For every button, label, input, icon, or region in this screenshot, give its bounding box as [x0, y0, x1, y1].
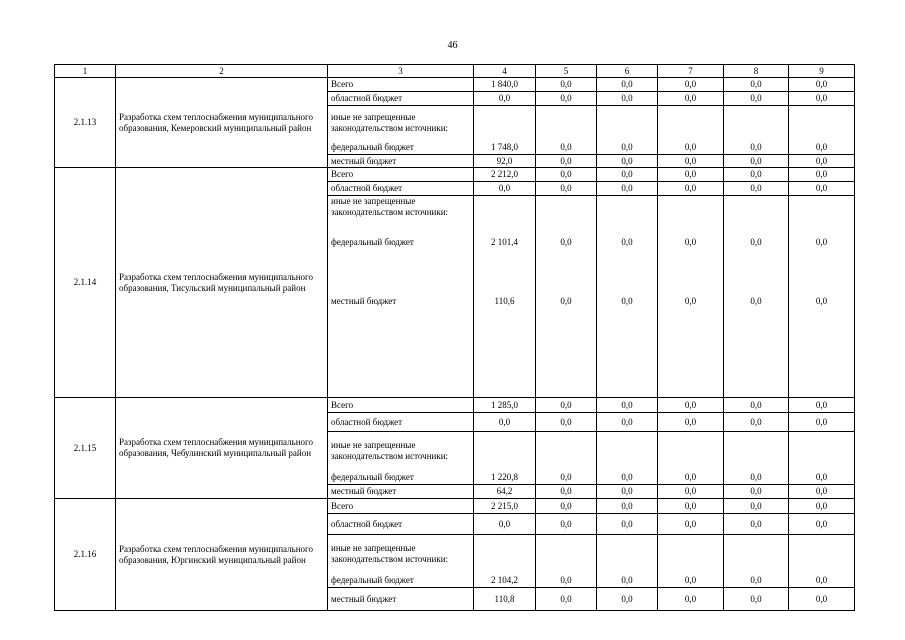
value-cell: 0,0: [597, 168, 658, 182]
value-cell: 0,0: [536, 168, 597, 182]
value-cell: 0,0: [789, 499, 855, 514]
value-cell: 0,0: [724, 485, 789, 499]
table-row: [55, 168, 855, 182]
source-label: местный бюджет: [328, 248, 474, 398]
value-cell: 1 748,0: [474, 140, 536, 155]
value-cell: 0,0: [597, 140, 658, 155]
value-cell: 0,0: [658, 236, 724, 248]
value-cell: 0,0: [724, 514, 789, 535]
value-cell: 0,0: [658, 514, 724, 535]
value-cell: 0,0: [536, 499, 597, 514]
value-cell: 0,0: [536, 398, 597, 413]
value-cell: 0,0: [724, 499, 789, 514]
source-label: Всего: [328, 78, 474, 92]
measure-code: 2.1.13: [55, 78, 116, 168]
value-cell: 1 285,0: [474, 398, 536, 413]
value-cell: 0,0: [536, 140, 597, 155]
source-label: иные не запрещенные законодательством источники:: [328, 535, 474, 574]
value-cell: 0,0: [724, 413, 789, 432]
source-label: иные не запрещенные законодательством источники:: [328, 432, 474, 471]
header-cell: 1: [55, 65, 116, 78]
source-label: федеральный бюджет: [328, 236, 474, 248]
source-label: федеральный бюджет: [328, 573, 474, 588]
value-cell: 0,0: [597, 470, 658, 485]
value-cell: 0,0: [789, 588, 855, 611]
value-cell: 0,0: [789, 413, 855, 432]
value-cell: 0,0: [789, 168, 855, 182]
source-label: областной бюджет: [328, 413, 474, 432]
header-cell: 4: [474, 65, 536, 78]
value-cell: 0,0: [536, 514, 597, 535]
budget-table: [54, 64, 855, 611]
value-cell: 0,0: [597, 413, 658, 432]
value-cell: 0,0: [536, 470, 597, 485]
value-cell: 0,0: [724, 92, 789, 106]
value-cell: 0,0: [536, 182, 597, 196]
value-cell: 0,0: [789, 485, 855, 499]
value-cell: 110,6: [474, 248, 536, 398]
value-cell: 0,0: [474, 413, 536, 432]
measure-group: [55, 168, 855, 398]
value-cell: 0,0: [789, 236, 855, 248]
source-label: местный бюджет: [328, 485, 474, 499]
value-cell: 0,0: [597, 78, 658, 92]
value-cell: 0,0: [789, 573, 855, 588]
value-cell: 0,0: [597, 248, 658, 398]
measure-group: [55, 499, 855, 611]
value-cell: 0,0: [658, 470, 724, 485]
value-cell: 0,0: [597, 588, 658, 611]
value-cell: 0,0: [724, 78, 789, 92]
value-cell: 0,0: [789, 78, 855, 92]
value-cell: 0,0: [658, 168, 724, 182]
value-cell: 0,0: [789, 92, 855, 106]
value-cell: 2 212,0: [474, 168, 536, 182]
value-cell: 2 215,0: [474, 499, 536, 514]
value-cell: 0,0: [724, 140, 789, 155]
value-cell: 0,0: [724, 155, 789, 168]
source-label: иные не запрещенные законодательством источники:: [328, 196, 474, 237]
value-cell: 0,0: [658, 588, 724, 611]
source-label: Всего: [328, 168, 474, 182]
value-cell: 0,0: [724, 470, 789, 485]
value-cell: 0,0: [536, 248, 597, 398]
header-cell: 5: [536, 65, 597, 78]
value-cell: 0,0: [789, 155, 855, 168]
source-label: местный бюджет: [328, 155, 474, 168]
value-cell: 0,0: [536, 92, 597, 106]
value-cell: 0,0: [536, 78, 597, 92]
header-cell: 2: [116, 65, 328, 78]
source-label: областной бюджет: [328, 92, 474, 106]
value-cell: 0,0: [597, 573, 658, 588]
value-cell: 0,0: [724, 168, 789, 182]
measure-name: Разработка схем теплоснабжения муниципального образования, Чебулинский муниципальный район: [116, 398, 328, 499]
source-label: федеральный бюджет: [328, 140, 474, 155]
value-cell: 0,0: [536, 573, 597, 588]
value-cell: 0,0: [724, 182, 789, 196]
measure-name: Разработка схем теплоснабжения муниципального образования, Юргинский муниципальный район: [116, 499, 328, 611]
value-cell: 0,0: [724, 588, 789, 611]
source-label: Всего: [328, 499, 474, 514]
value-cell: 2 104,2: [474, 573, 536, 588]
value-cell: 92,0: [474, 155, 536, 168]
value-cell: 0,0: [658, 78, 724, 92]
measure-code: 2.1.15: [55, 398, 116, 499]
value-cell: 0,0: [474, 514, 536, 535]
measure-group: [55, 78, 855, 168]
value-cell: 0,0: [536, 588, 597, 611]
value-cell: 0,0: [597, 398, 658, 413]
header-cell: 3: [328, 65, 474, 78]
source-label: местный бюджет: [328, 588, 474, 611]
value-cell: 0,0: [658, 140, 724, 155]
value-cell: 0,0: [597, 514, 658, 535]
source-label: иные не запрещенные законодательством источники:: [328, 106, 474, 141]
table-row: [55, 499, 855, 514]
page-number: 46: [447, 40, 458, 51]
value-cell: 0,0: [789, 398, 855, 413]
value-cell: 0,0: [658, 499, 724, 514]
value-cell: 0,0: [724, 236, 789, 248]
value-cell: 1 220,8: [474, 470, 536, 485]
value-cell: 0,0: [789, 248, 855, 398]
value-cell: 0,0: [789, 514, 855, 535]
header-cell: 6: [597, 65, 658, 78]
value-cell: 0,0: [597, 155, 658, 168]
value-cell: 0,0: [597, 92, 658, 106]
source-label: Всего: [328, 398, 474, 413]
source-label: областной бюджет: [328, 514, 474, 535]
source-label: федеральный бюджет: [328, 470, 474, 485]
value-cell: 0,0: [474, 92, 536, 106]
value-cell: 110,8: [474, 588, 536, 611]
header-cell: 9: [789, 65, 855, 78]
measure-code: 2.1.16: [55, 499, 116, 611]
value-cell: 0,0: [658, 485, 724, 499]
table-row: [55, 398, 855, 413]
value-cell: 0,0: [597, 485, 658, 499]
measure-group: [55, 398, 855, 499]
value-cell: 1 840,0: [474, 78, 536, 92]
value-cell: 0,0: [658, 92, 724, 106]
header-row: [55, 65, 855, 78]
value-cell: 0,0: [789, 140, 855, 155]
header-cell: 7: [658, 65, 724, 78]
value-cell: 0,0: [724, 398, 789, 413]
value-cell: 64,2: [474, 485, 536, 499]
table-row: [55, 78, 855, 92]
value-cell: 0,0: [597, 236, 658, 248]
value-cell: 0,0: [536, 413, 597, 432]
value-cell: 0,0: [658, 155, 724, 168]
measure-name: Разработка схем теплоснабжения муниципального образования, Кемеровский муниципальный район: [116, 78, 328, 168]
value-cell: 0,0: [658, 248, 724, 398]
value-cell: 0,0: [536, 236, 597, 248]
value-cell: 0,0: [536, 485, 597, 499]
value-cell: 0,0: [724, 573, 789, 588]
value-cell: 0,0: [789, 470, 855, 485]
value-cell: 2 101,4: [474, 236, 536, 248]
header-cell: 8: [724, 65, 789, 78]
value-cell: 0,0: [658, 182, 724, 196]
measure-code: 2.1.14: [55, 168, 116, 398]
value-cell: 0,0: [658, 398, 724, 413]
value-cell: 0,0: [658, 573, 724, 588]
value-cell: 0,0: [597, 182, 658, 196]
value-cell: 0,0: [789, 182, 855, 196]
value-cell: 0,0: [724, 248, 789, 398]
value-cell: 0,0: [597, 499, 658, 514]
value-cell: 0,0: [658, 413, 724, 432]
source-label: областной бюджет: [328, 182, 474, 196]
value-cell: 0,0: [536, 155, 597, 168]
measure-name: Разработка схем теплоснабжения муниципального образования, Тисульский муниципальный район: [116, 168, 328, 398]
value-cell: 0,0: [474, 182, 536, 196]
